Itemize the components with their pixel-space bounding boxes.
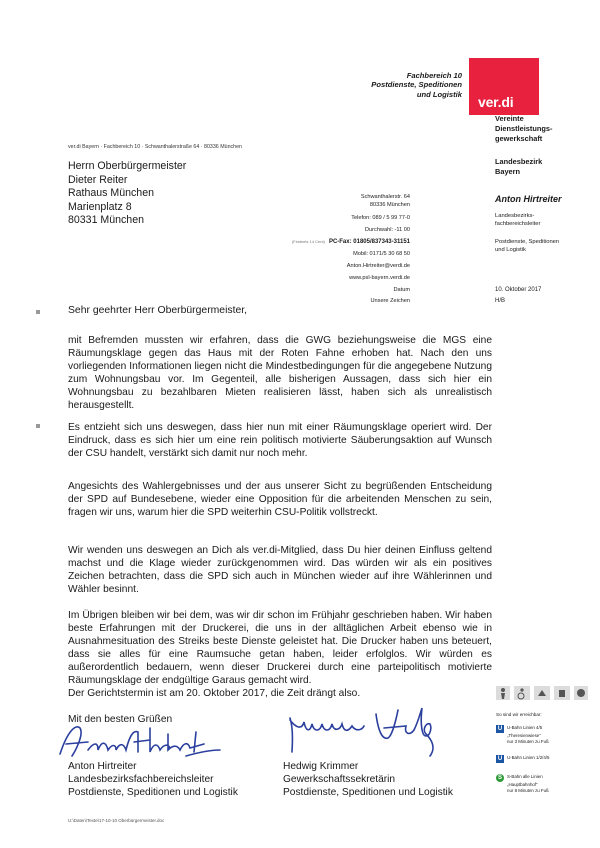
district-name — [495, 157, 542, 177]
transit-line: U-Bahn Linien 4/5 — [507, 725, 543, 730]
logo-text: ver.di — [478, 94, 514, 110]
sender-dept-line: und Logistik — [495, 247, 526, 253]
department-line: Fachbereich 10 — [406, 71, 462, 80]
contact-mobile: Mobil: 0171/5 30 68 50 — [353, 251, 410, 257]
body-paragraph: Es entzieht sich uns deswegen, dass hier nun mit einer Räumungsklage operiert wird. Der Eindruck, dass es sich hier um eine rein politisch motivierte Säuberungsaktion auf Wunsch der CSU handelt, verstärkt sich damit nur noch mehr. — [68, 422, 492, 460]
transit-heading: So sind wir erreichbar: — [496, 712, 542, 717]
transit-line: U-Bahn Linien 1/2/4/5 — [507, 755, 550, 760]
contact-address — [361, 193, 410, 209]
file-path: U:\Daten\Texte\17-10-10 Oberbürgermeister.doc — [68, 818, 165, 823]
body-paragraph: Angesichts des Wahlergebnisses und der aus unserer Sicht zu begrüßenden Entscheidung der SPD auf Bundesebene, wieder eine Opposition für die arbeitenden Menschen zu sein, fragen wir uns, warum hier die SPD weiterhin CSU-Politik vollstreckt. — [68, 481, 492, 519]
fax-number: PC-Fax: 01805/837343-31151 — [328, 239, 410, 245]
sender-dept-line: Postdienste, Speditionen — [495, 239, 560, 245]
date-label: Datum — [393, 287, 410, 293]
closing-line: Der Gerichtstermin ist am 20. Oktober 2017, die Zeit drängt also. — [68, 688, 361, 699]
signature-krimmer — [280, 700, 450, 760]
transit-line: S-Bahn alle Linien — [507, 774, 543, 779]
signatory-krimmer — [283, 760, 453, 800]
transit-stop: „Theresienwiese“ — [507, 733, 541, 738]
salutation: Sehr geehrter Herr Oberbürgermeister, — [68, 305, 248, 316]
transit-entry — [496, 725, 549, 745]
contact-address-line: Schwanthalerstr. 64 — [360, 194, 410, 200]
recipient-line: Marienplatz 8 — [68, 200, 132, 213]
transit-walk: nur 3 Minuten zu Fuß — [507, 739, 549, 744]
contact-address-line: 80336 München — [369, 202, 410, 208]
signatory-hirtreiter — [68, 760, 238, 800]
contact-web[interactable]: www.psl-bayern.verdi.de — [349, 275, 410, 281]
org-line: Vereinte — [495, 114, 524, 123]
body-paragraph: mit Befremden mussten wir erfahren, dass die GWG beziehungsweise die MGS eine Räumungsklage gegen das Haus mit der Roten Fahne erhoben hat. Nach den uns vorliegenden Informationen liegen nicht die Mindestbedingungen für die angegebene Nutzung zum Wohnungsbau vor. Im Gegenteil, alle bisherigen Aussagen, dass sich hier ein Wohnungsbau zu bezahlbaren Mieten realisieren lässt, haben sich als unrealistisch herausgestellt. — [68, 335, 492, 412]
signatory-dept: Postdienste, Speditionen und Logistik — [68, 787, 238, 799]
org-line: gewerkschaft — [495, 134, 543, 143]
contact-fax — [292, 239, 410, 245]
recipient-address — [68, 160, 186, 228]
contact-phone-ext: Durchwahl: -11 00 — [365, 227, 410, 233]
sbahn-icon: S — [497, 775, 502, 781]
recipient-line: Dieter Reiter — [68, 173, 128, 186]
fax-note: (Festnetz 14 Cent) — [291, 239, 325, 244]
department-line: Postdienste, Speditionen — [371, 80, 462, 90]
sender-line: ver.di Bayern · Fachbereich 10 · Schwanthalerstraße 64 · 80336 München — [68, 144, 243, 150]
accessibility-icons — [496, 684, 588, 702]
sender-title-line: Landesbezirks- — [495, 213, 535, 219]
fold-mark — [36, 424, 40, 428]
verdi-logo — [469, 58, 539, 115]
body-paragraph: Wir wenden uns deswegen an Dich als ver.di-Mitglied, dass Du hier deinen Einfluss geltend machst und die Klage wieder zurückgenommen wird. Das würden wir als ein positives Zeichen betrachten, dass die SPD sich auch in München wieder auf ihre Wählerinnen und Wähler besinnt. — [68, 545, 492, 596]
signatory-dept: Postdienste, Speditionen und Logistik — [283, 787, 453, 799]
district-line: Bayern — [495, 167, 521, 176]
recipient-line: Herrn Oberbürgermeister — [68, 160, 187, 172]
body-paragraph: Im Übrigen bleiben wir bei dem, was wir dir schon im Frühjahr geschrieben haben. Wir haben beste Erfahrungen mit der Druckerei, die uns in der alltäglichen Arbeit ebenso wie in Ausnahmesituation des Streiks beste Dienste geleistet hat. Die Drucker haben uns beteuert, dass sie alles für eine Raumsuche getan haben, leider erfolglos. Wir würden es außerordentlich bedauern, wenn dieser Druckerei durch eine parteipolitisch motivierte Räumungsklage der endgültige Garaus gemacht wird. — [68, 610, 492, 687]
contact-email[interactable]: Anton.Hirtreiter@verdi.de — [346, 263, 410, 269]
sender-title-line: fachbereichsleiter — [495, 221, 541, 227]
ref-label: Unsere Zeichen — [370, 298, 410, 304]
department-line: und Logistik — [416, 89, 462, 99]
sender-name: Anton Hirtreiter — [495, 194, 562, 204]
sender-dept — [495, 238, 559, 254]
signatory-name: Hedwig Krimmer — [283, 761, 359, 772]
department-header — [292, 71, 462, 99]
signatory-name: Anton Hirtreiter — [68, 761, 137, 772]
fold-mark — [36, 310, 40, 314]
sender-title — [495, 212, 540, 228]
org-name — [495, 114, 553, 144]
ubahn-icon: U — [497, 756, 503, 762]
signatory-role: Landesbezirksfachbereichsleiter — [68, 774, 214, 786]
greeting: Mit den besten Grüßen — [68, 714, 173, 725]
transit-entry — [496, 774, 549, 794]
transit-walk: nur 8 Minuten zu Fuß — [507, 788, 549, 793]
recipient-line: Rathaus München — [68, 187, 154, 200]
org-line: Dienstleistungs- — [495, 124, 553, 133]
transit-stop: „Hauptbahnhof“ — [507, 782, 538, 787]
letter-ref: H/B — [495, 298, 506, 304]
signature-hirtreiter — [54, 720, 224, 762]
transit-entry — [496, 755, 549, 763]
ubahn-icon: U — [497, 726, 503, 732]
signatory-role: Gewerkschaftssekretärin — [283, 774, 396, 786]
recipient-line: 80331 München — [68, 214, 144, 227]
letter-date: 10. Oktober 2017 — [495, 287, 542, 293]
contact-phone: Telefon: 089 / 5 99 77-0 — [351, 215, 410, 221]
district-line: Landesbezirk — [495, 157, 543, 166]
